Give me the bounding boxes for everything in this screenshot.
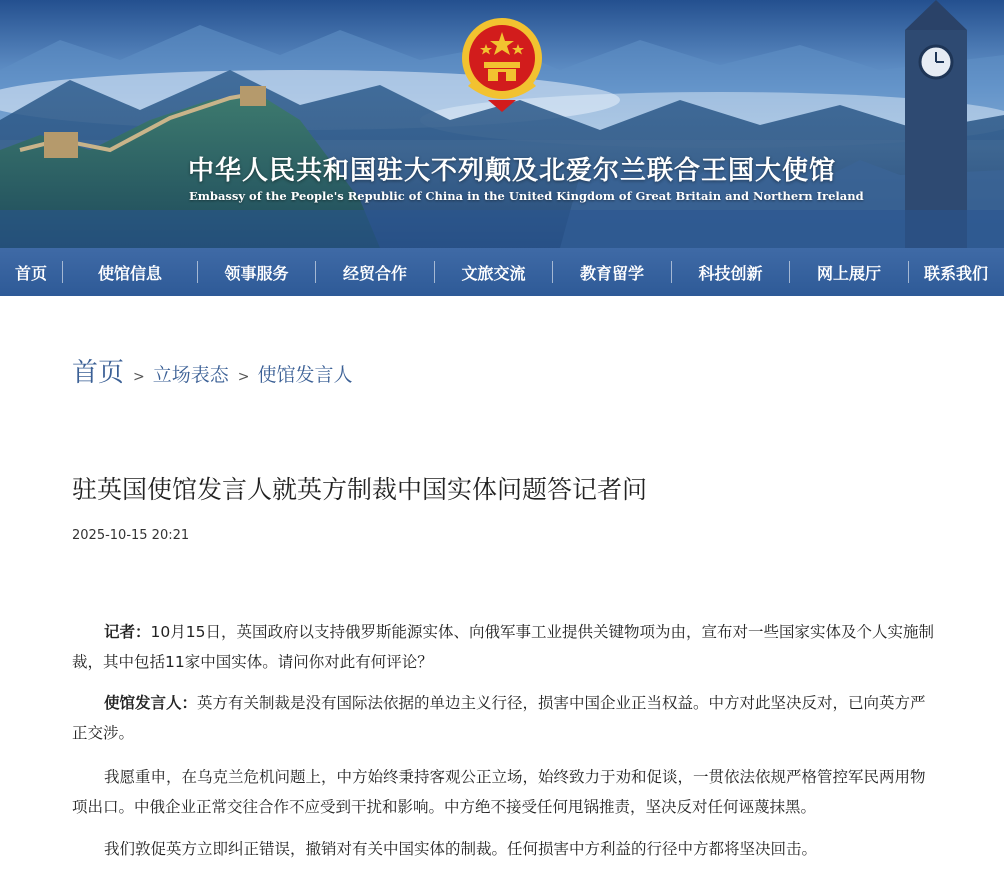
article-title: 驻英国使馆发言人就英方制裁中国实体问题答记者问 — [72, 475, 648, 504]
header-banner — [0, 0, 1004, 248]
main-nav — [0, 248, 1004, 296]
paragraph-text: 我愿重申，在乌克兰危机问题上，中方始终秉持客观公正立场，始终致力于劝和促谈，一贯依法依规严格管控军民两用物项出口。中俄企业正常交往合作不应受到干扰和影响。中方绝不接受任何甩锅推责，坚决反对任何诬蔑抹黑。 — [72, 768, 926, 816]
speaker-label: 记者： — [104, 623, 151, 641]
article-paragraph — [72, 834, 936, 864]
paragraph-text: 10月15日，英国政府以支持俄罗斯能源实体、向俄军事工业提供关键物项为由，宣布对一些国家实体及个人实施制裁，其中包括11家中国实体。请问你对此有何评论？ — [72, 623, 934, 671]
nav-item-home[interactable]: 首页 — [14, 263, 47, 283]
nav-item-embassy-info[interactable]: 使馆信息 — [97, 263, 162, 283]
nav-item-online-exhibition[interactable]: 网上展厅 — [816, 263, 881, 283]
breadcrumb-separator: > — [237, 369, 250, 385]
paragraph-text: 英方有关制裁是没有国际法依据的单边主义行径，损害中国企业正当权益。中方对此坚决反对，已向英方严正交涉。 — [72, 694, 926, 742]
article-paragraph — [72, 617, 936, 677]
article-paragraph — [72, 762, 936, 822]
nav-item-trade-cooperation[interactable]: 经贸合作 — [342, 263, 407, 283]
nav-item-contact-us[interactable]: 联系我们 — [923, 263, 988, 283]
national-emblem-icon — [458, 16, 546, 114]
breadcrumb-position-statements-link[interactable]: 立场表态 — [152, 364, 229, 386]
nav-item-education[interactable]: 教育留学 — [579, 263, 644, 283]
breadcrumb — [72, 352, 353, 388]
breadcrumb-separator: > — [133, 369, 145, 385]
nav-item-culture-tourism[interactable]: 文旅交流 — [461, 263, 526, 283]
article-date: 2025-10-15 20:21 — [72, 528, 190, 543]
paragraph-text: 我们敦促英方立即纠正错误，撤销对有关中国实体的制裁。任何损害中方利益的行径中方都将坚决回击。 — [104, 840, 818, 858]
nav-item-science-tech[interactable]: 科技创新 — [698, 263, 763, 283]
breadcrumb-home-link[interactable]: 首页 — [72, 358, 125, 388]
breadcrumb-spokesperson-link[interactable]: 使馆发言人 — [257, 364, 353, 386]
speaker-label: 使馆发言人： — [104, 694, 198, 712]
nav-item-consular-services[interactable]: 领事服务 — [224, 263, 289, 283]
article-paragraph — [72, 688, 936, 748]
embassy-title-english: Embassy of the People's Republic of China in the United Kingdom of Great Britain and Northern Ireland — [189, 189, 864, 203]
embassy-title-chinese: 中华人民共和国驻大不列颠及北爱尔兰联合王国大使馆 — [188, 156, 837, 186]
